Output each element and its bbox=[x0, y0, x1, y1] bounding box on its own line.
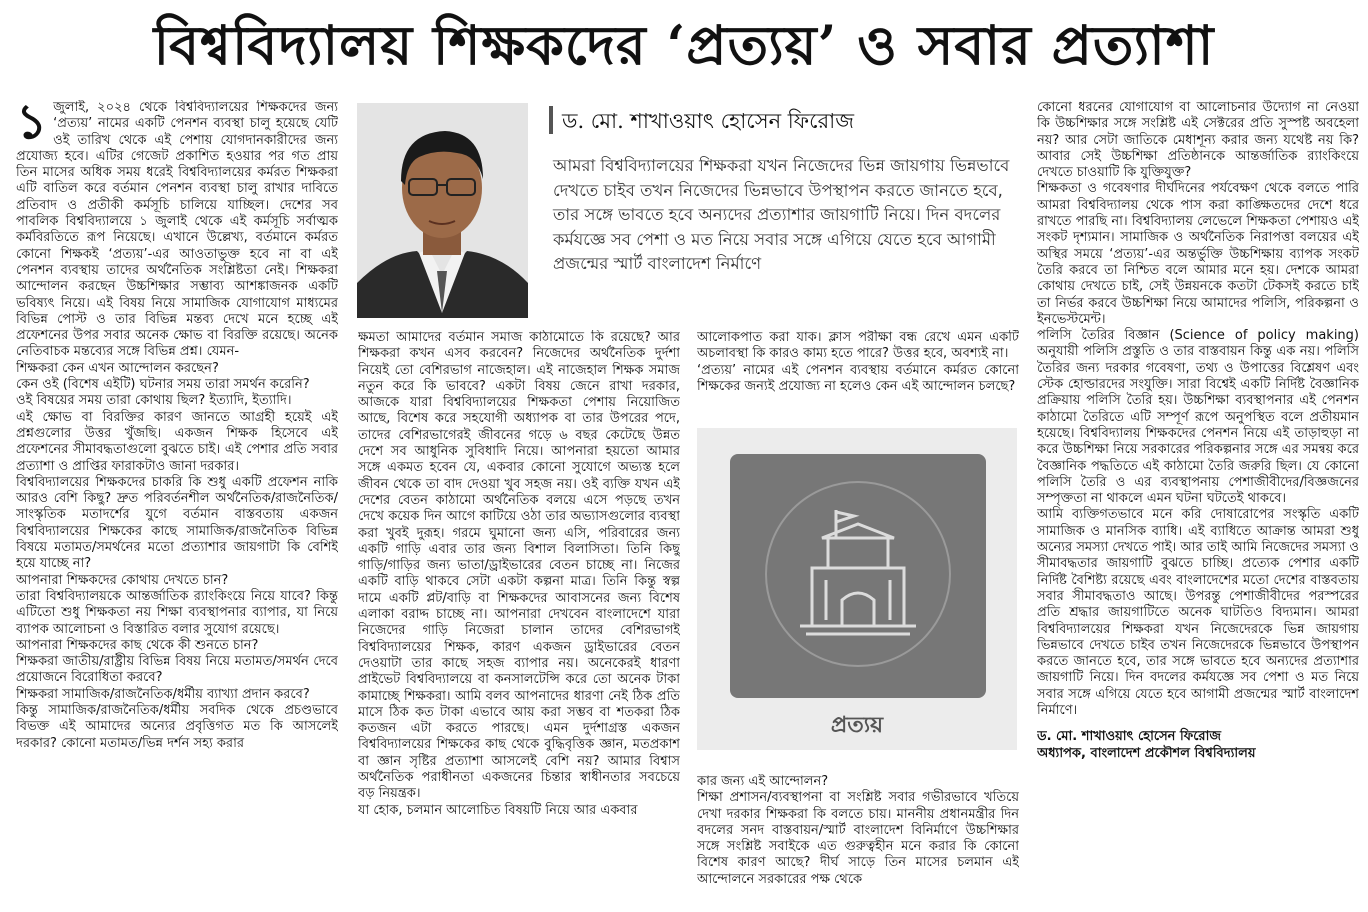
question: শিক্ষকরা কেন এখন আন্দোলন করছেন? bbox=[16, 360, 219, 376]
drop-cap: ১ bbox=[16, 100, 48, 150]
question: আপনারা শিক্ষকদের কোথায় দেখতে চান? bbox=[16, 572, 229, 588]
paragraph: ক্ষমতা আমাদের বর্তমান সমাজ কাঠামোতে কি রয়েছে? আর শিক্ষকরা কখন এসব করবেন? নিজেদের অর্থনৈতিক দুর্দশা নিয়েই তো বেশিরভাগ নাজেহাল। এই নাজেহাল শিক্ষক সমাজ নতুন করে কি ভাববে? একটা বিষয় জেনে রাখা দরকার, আজকে যারা বিশ্ববিদ্যালয়ের শিক্ষকতা পেশায় নিয়োজিত আছে, বিশেষ করে সহযোগী অধ্যাপক বা তার উপরের পদে, তাদের বেশিরভাগেরই জীবনের গড়ে ৬ বছর কেটেছে উন্নত দেশে সব আধুনিক সুবিধাদি নিয়ে। আপনারা হয়তো আমার সঙ্গে একমত হবেন যে, একবার কোনো সুযোগে অভ্যস্ত হলে জীবন থেকে তা বাদ দেওয়া খুব সহজ নয়। ওই ব্যক্তি যখন এই দেশের বেতন কাঠামো অর্থনৈতিক বলয়ে এসে পড়ছে তখন দেখে কয়েক দিন আগে কাটিয়ে ওঠা তার অভ্যাসগুলোর ব্যবস্থা করা খুবই দুরূহ। গরমে ঘুমানো জন্য এসি, পরিবারের জন্য একটি গাড়ি এবার তার জন্য বিশাল বিলাসিতা। তিনি কিছু গাড়ি/গাড়ির জন্য ভাতা/ড্রাইভারের বেতন চাচ্ছে না। নিজের একটি বাড়ি থাকবে সেটা একটা কল্পনা মাত্র। তিনি কিন্তু স্বল্প দামে একটি প্লট/বাড়ি বা শিক্ষকদের আবাসনের জন্য বিশেষ এলাকা বরাদ্দ চাচ্ছে না। আপনারা দেখবেন বাংলাদেশে যারা নিজেদের গাড়ি নিজেরা চালান তাদের বেশিরভাগই বিশ্ববিদ্যালয়ের শিক্ষক, কারণ একজন ড্রাইভারের বেতন দেওয়াটা তার কাছে সহজ ব্যাপার নয়। অনেকেরই ধারণা প্রাইভেট বিশ্ববিদ্যালয়ে বা কনসালটেন্সি করে তো অনেক টাকা কামাচ্ছে শিক্ষকরা। আমি বলব আপনাদের ধারণা নেই ঠিক প্রতি মাসে ঠিক কত টাকা এভাবে আয় করা সম্ভব বা শতকরা ঠিক কতজন এটা করতে পারছে। এমন দুর্দশাগ্রস্ত একজন বিশ্ববিদ্যালয়ের শিক্ষকের কাছ থেকে বুদ্ধিবৃত্তিক জ্ঞান, মতপ্রকাশ বা জ্ঞান সৃষ্টির প্রত্যাশা আসলেই বেশি নয়? আমার বিশ্বাস অর্থনৈতিক পরাধীনতা একজনের চিন্তার স্বাধীনতার সবচেয়ে বড় নিয়ন্ত্রক। bbox=[358, 330, 680, 802]
paragraph: আমি ব্যক্তিগতভাবে মনে করি দোষারোপের সংস্কৃতি একটি সামাজিক ও মানসিক ব্যাধি। এই ব্যাধিতে আক্রান্ত আমরা শুধু অন্যের সমস্যা দেখতে পাই। আর তাই আমি নিজেদের সমস্যা ও সীমাবদ্ধতার জায়গাটি বুঝতে চাচ্ছি। প্রত্যেক পেশার একটি নির্দিষ্ট বৈশিষ্ট্য রয়েছে এবং বাংলাদেশের মতো দেশের বাস্তবতায় সবার সীমাবদ্ধতাও আছে। উপরন্তু পেশাজীবীদের পরস্পরের প্রতি শ্রদ্ধার জায়গাটিতে অনেক ঘাটতিও বিদ্যমান। আমরা বিশ্ববিদ্যালয়ের শিক্ষকরা যখন নিজেদেরকে ভিন্ন জায়গায় ভিন্নভাবে দেখতে চাইব তখন নিজেদেরকে ভিন্নভাবে উপস্থাপন করতে জানতে হবে, তার সঙ্গে ভাবতে হবে অন্যদের প্রত্যাশার জায়গাটি নিয়ে। দিন বদলের কর্মযজ্ঞে সব পেশা ও মত নিয়ে সবার সঙ্গে এগিয়ে যেতে হবে আগামী প্রজন্মের স্মার্ট বাংলাদেশ নির্মাণে। bbox=[1037, 507, 1359, 718]
byline: ড. মো. শাখাওয়াৎ হোসেন ফিরোজ bbox=[562, 109, 855, 133]
paragraph: জুলাই, ২০২৪ থেকে বিশ্ববিদ্যালয়ের শিক্ষকদের জন্য ‘প্রত্যয়’ নামের একটি পেনশন ব্যবস্থা চালু হয়েছে যেটি ওই তারিখ থেকে এই পেশায় যোগদানকারীদের জন্য প্রযোজ্য হবে। এটির গেজেট প্রকাশিত হওয়ার পর গত প্রায় তিন মাসের অধিক সময় ধরেই বিশ্ববিদ্যালয়ের কর্মরত শিক্ষকরা এটি বাতিল করে বর্তমান পেনশন ব্যবস্থা চালু রাখার দাবিতে প্রতিবাদ ও প্রতীকী কর্মসূচি চালিয়ে যাচ্ছিল। দেশের সব পাবলিক বিশ্ববিদ্যালয়ে ১ জুলাই থেকে এই কর্মসূচি সর্বাত্মক কর্মবিরতিতে রূপ নিয়েছে। এখানে উল্লেখ্য, বর্তমানে কর্মরত কোনো শিক্ষকই ‘প্রত্যয়’-এর আওতাভুক্ত হবে না বা এই পেনশন ব্যবস্থায় তাদের অর্থনৈতিক সংশ্লিষ্টতা নেই। শিক্ষকরা আন্দোলন করছেন উচ্চশিক্ষার সম্ভাব্য আশঙ্কাজনক একটি ভবিষ্যৎ নিয়ে। এই বিষয় নিয়ে সামাজিক যোগাযোগ মাধ্যমের বিভিন্ন পোস্ট ও তার বিভিন্ন মন্তব্য দেখে মনে হচ্ছে এই প্রফেশনের উপর সবার অনেক ক্ষোভ বা বিরক্তি রয়েছে। অনেক নেতিবাচক মন্তব্যের সঙ্গে বিভিন্ন প্রশ্ন। যেমন- bbox=[16, 100, 338, 360]
article-column-3-bottom bbox=[697, 774, 1019, 912]
question: কেন ওই (বিশেষ এইটি) ঘটনার সময় তারা সমর্থন করেনি? bbox=[16, 377, 310, 393]
headline: বিশ্ববিদ্যালয় শিক্ষকদের ‘প্রত্যয়’ ও সবার প্রত্যাশা bbox=[153, 13, 1215, 77]
prottoy-logo-panel bbox=[697, 428, 1017, 750]
author-name: ড. মো. শাখাওয়াৎ হোসেন ফিরোজ bbox=[1037, 729, 1221, 745]
paragraph: শিক্ষকতা ও গবেষণার দীর্ঘদিনের পর্যবেক্ষণ থেকে বলতে পারি আমরা বিশ্ববিদ্যালয় থেকে পাস করা কাঙ্ক্ষিতদের দেশে ধরে রাখতে পারছি না। বিশ্ববিদ্যালয় লেভেলে শিক্ষকতা পেশায়ও এই সংকট দৃশ্যমান। সামাজিক ও অর্থনৈতিক নিরাপত্তা বলয়ের এই অস্থির সময়ে ‘প্রত্যয়’-এর অন্তর্ভুক্তি উচ্চশিক্ষায় ব্যাপক সংকট তৈরি করবে তা নিশ্চিত বলে আমার মনে হয়। দেশকে আমরা কোথায় দেখতে চাই, সেই উন্নয়নকে কতটা টেকসই করতে চাই তা নির্ভর করবে উচ্চশিক্ষা নিয়ে আমাদের পলিসি, পরিকল্পনা ও ইনভেস্টমেন্ট। bbox=[1037, 181, 1359, 327]
paragraph: পলিসি তৈরির বিজ্ঞান (Science of policy making) অনুযায়ী পলিসি প্রস্তুতি ও তার বাস্তবায়ন কিন্তু এক নয়। পলিসি তৈরির জন্য দরকার গবেষণা, তথ্য ও উপাত্তের বিশ্লেষণ এবং স্টেক হোল্ডারদের সংযুক্তি। সারা বিশ্বেই একটি নির্দিষ্ট বৈজ্ঞানিক প্রক্রিয়ায় পলিসি তৈরি হয়। উচ্চশিক্ষা ব্যবস্থাপনার এই পেনশন কাঠামো তৈরিতে এটি সম্পূর্ণ রূপে অনুপস্থিত বলে প্রতীয়মান হয়েছে। বিশ্ববিদ্যালয় শিক্ষকদের পেনশন নিয়ে এই তাড়াহুড়া না করে উচ্চশিক্ষা নিয়ে সরকারের পরিকল্পনার সঙ্গে এর সমন্বয় করে বৈজ্ঞানিক পদ্ধতিতে এই কাঠামো তৈরি জরুরি ছিল। যে কোনো পলিসি তৈরি ও এর ব্যবস্থাপনায় পেশাজীবীদের/বিজ্ঞজনের সম্পৃক্ততা না থাকলে এমন ঘটনা ঘটতেই থাকবে। bbox=[1037, 328, 1359, 507]
question: ওই বিষয়ের সময় তারা কোথায় ছিল? ইত্যাদি, ইত্যাদি। bbox=[16, 393, 292, 409]
byline-bar bbox=[549, 106, 553, 134]
question: কার জন্য এই আন্দোলন? bbox=[697, 774, 829, 789]
intro-blurb: আমরা বিশ্ববিদ্যালয়ের শিক্ষকরা যখন নিজেদের ভিন্ন জায়গায় ভিন্নভাবে দেখতে চাইব তখন নিজেদের ভিন্নভাবে উপস্থাপন করতে জানতে হবে, তার সঙ্গে ভাবতে হবে অন্যদের প্রত্যাশার জায়গাটি নিয়ে। দিন বদলের কর্মযজ্ঞে সব পেশা ও মত নিয়ে সবার সঙ্গে এগিয়ে যেতে হবে আগামী প্রজন্মের স্মার্ট বাংলাদেশ নির্মাণে bbox=[553, 156, 1010, 273]
logo-label: প্রত্যয় bbox=[830, 713, 884, 738]
paragraph: আলোকপাত করা যাক। ক্লাস পরীক্ষা বন্ধ রেখে এমন একটি অচলাবস্থা কি কারও কাম্য হতে পারে? উত্তর হবে, অবশ্যই না। bbox=[697, 330, 1019, 362]
author-photo bbox=[357, 103, 528, 318]
portrait-image bbox=[357, 103, 528, 318]
paragraph: কিন্তু সামাজিক/রাজনৈতিক/ধর্মীয় সবদিক থেকে প্রচণ্ডভাবে বিভক্ত এই আমাদের অন্যের প্রবৃত্তিগত মত কি আসলেই দরকার? কোনো মতামত/ভিন্ন দর্শন সহ্য করার bbox=[16, 702, 338, 751]
article-column-3-top bbox=[697, 330, 1019, 430]
article-column-1 bbox=[16, 100, 338, 912]
paragraph: যা হোক, চলমান আলোচিত বিষয়টি নিয়ে আর একবার bbox=[358, 802, 638, 818]
paragraph: কোনো ধরনের যোগাযোগ বা আলোচনার উদ্যোগ না নেওয়া কি উচ্চশিক্ষার সঙ্গে সংশ্লিষ্ট এই সেক্টরের প্রতি সুস্পষ্ট অবহেলা নয়? আর সেটা জাতিকে মেধাশূন্য করার জন্য যথেষ্ট নয় কি? আবার সেই উচ্চশিক্ষা প্রতিষ্ঠানকে আন্তর্জাতিক র‍্যাংকিংয়ে দেখতে চাওয়াটি কি যুক্তিযুক্ত? bbox=[1037, 100, 1359, 181]
author-title: অধ্যাপক, বাংলাদেশ প্রকৌশল বিশ্ববিদ্যালয় bbox=[1037, 745, 1256, 761]
question: শিক্ষকরা জাতীয়/রাষ্ট্রীয় বিভিন্ন বিষয় নিয়ে মতামত/সমর্থন দেবে প্রয়োজনে বিরোধিতা করবে? bbox=[16, 654, 338, 686]
logo-tile bbox=[730, 454, 986, 698]
article-column-2 bbox=[358, 330, 680, 912]
article-column-4 bbox=[1037, 100, 1359, 912]
paragraph: এই ক্ষোভ বা বিরক্তির কারণ জানতে আগ্রহী হয়েই এই প্রশ্নগুলোর উত্তর খুঁজছি। একজন শিক্ষক হিসেবে এই প্রফেশনের সীমাবদ্ধতাগুলো বুঝতে চাই। এই পেশার প্রতি সবার প্রত্যাশা ও প্রাপ্তির ফারাকটাও জানা দরকার। bbox=[16, 409, 338, 474]
paragraph: শিক্ষা প্রশাসন/ব্যবস্থাপনা বা সংশ্লিষ্ট সবার গভীরভাবে খতিয়ে দেখা দরকার শিক্ষকরা কি বলতে চায়। মাননীয় প্রধানমন্ত্রীর দিন বদলের সনদ বাস্তবায়ন/স্মার্ট বাংলাদেশ বিনির্মাণে উচ্চশিক্ষার সঙ্গে সংশ্লিষ্ট সবাইকে এত গুরুত্বহীন মনে করার কি কোনো বিশেষ কারণ আছে? দীর্ঘ সাড়ে তিন মাসের চলমান এই আন্দোলনে সরকারের পক্ষ থেকে bbox=[697, 790, 1019, 887]
paragraph: ‘প্রত্যয়’ নামের এই পেনশন ব্যবস্থায় বর্তমানে কর্মরত কোনো শিক্ষকের জন্যই প্রযোজ্য না হলেও কেন এই আন্দোলন চলছে? bbox=[697, 362, 1019, 394]
question: আপনারা শিক্ষকদের কাছ থেকে কী শুনতে চান? bbox=[16, 637, 259, 653]
building-icon bbox=[730, 454, 986, 698]
paragraph: বিশ্ববিদ্যালয়ের শিক্ষকদের চাকরি কি শুধু একটি প্রফেশন নাকি আরও বেশি কিছু? দ্রুত পরিবর্তনশীল অর্থনৈতিক/রাজনৈতিক/সাংস্কৃতিক মতাদর্শের যুগে বর্তমান বাস্তবতায় একজন বিশ্ববিদ্যালয়ের শিক্ষকের কাছে সামাজিক/রাজনৈতিক বিভিন্ন বিষয়ে মতামত/সমর্থনের মতো প্রত্যাশার জায়গাটা কি বেশিই হয়ে যাচ্ছে না? bbox=[16, 474, 338, 572]
paragraph: তারা বিশ্ববিদ্যালয়কে আন্তর্জাতিক র‍্যাংকিংয়ে নিয়ে যাবে? কিন্তু এটিতো শুধু শিক্ষকতা নয় শিক্ষা ব্যবস্থাপনার ব্যাপার, যা নিয়ে ব্যাপক আলোচনা ও বিস্তারিত বলার সুযোগ রয়েছে। bbox=[16, 588, 338, 637]
question: শিক্ষকরা সামাজিক/রাজনৈতিক/ধর্মীয় ব্যাখ্যা প্রদান করবে? bbox=[16, 686, 310, 702]
